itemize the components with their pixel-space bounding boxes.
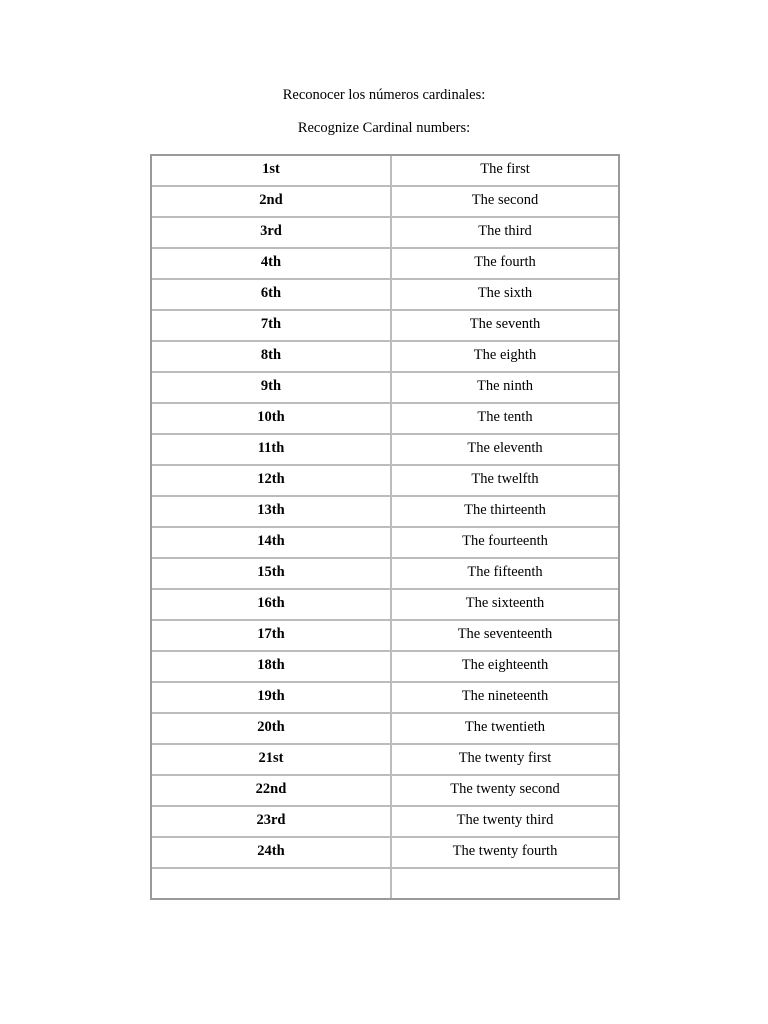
- table-row: [152, 528, 618, 559]
- page-title-english: Recognize Cardinal numbers:: [297, 120, 471, 136]
- ordinal-word-text: The fourteenth: [462, 533, 548, 549]
- ordinal-number-cell: [152, 187, 392, 218]
- table-row: [152, 280, 618, 311]
- table-row: [152, 497, 618, 528]
- ordinal-word-text: The thirteenth: [464, 502, 546, 518]
- ordinal-number-text: 21st: [258, 750, 284, 766]
- ordinal-word-cell: [392, 342, 618, 373]
- ordinal-word-text: The fifteenth: [467, 564, 543, 580]
- ordinal-number-text: 22nd: [255, 781, 287, 797]
- ordinal-number-cell: [152, 652, 392, 683]
- ordinal-word-text: The seventh: [469, 316, 541, 332]
- table-row: [152, 621, 618, 652]
- ordinal-word-cell: [392, 869, 618, 898]
- table-row: [152, 187, 618, 218]
- ordinal-number-cell: [152, 342, 392, 373]
- ordinal-number-cell: [152, 807, 392, 838]
- ordinal-number-text: 2nd: [259, 192, 283, 208]
- ordinal-number-cell: [152, 218, 392, 249]
- ordinal-word-text: The twenty first: [458, 750, 552, 766]
- ordinal-word-text: The first: [480, 161, 530, 177]
- ordinal-word-cell: [392, 838, 618, 869]
- ordinal-word-text: The second: [471, 192, 539, 208]
- ordinal-number-cell: [152, 280, 392, 311]
- ordinal-word-cell: [392, 621, 618, 652]
- table-row: [152, 404, 618, 435]
- ordinal-number-cell: [152, 466, 392, 497]
- ordinal-number-text: 16th: [257, 595, 285, 611]
- table-row: [152, 652, 618, 683]
- table-row: [152, 869, 618, 898]
- ordinal-number-text: 18th: [257, 657, 285, 673]
- ordinal-word-text: The tenth: [477, 409, 533, 425]
- table-row: [152, 807, 618, 838]
- table-row: [152, 218, 618, 249]
- page-title-spanish: Reconocer los números cardinales:: [282, 87, 486, 103]
- ordinal-number-text: 14th: [257, 533, 285, 549]
- ordinal-number-cell: [152, 745, 392, 776]
- ordinal-word-text: The sixth: [477, 285, 533, 301]
- ordinal-number-text: 20th: [257, 719, 285, 735]
- ordinal-word-text: The fourth: [474, 254, 536, 270]
- ordinal-word-cell: [392, 311, 618, 342]
- ordinal-number-text: 7th: [260, 316, 282, 332]
- ordinal-number-cell: [152, 373, 392, 404]
- ordinal-number-text: 4th: [260, 254, 282, 270]
- ordinal-word-cell: [392, 528, 618, 559]
- ordinal-word-cell: [392, 497, 618, 528]
- table-row: [152, 745, 618, 776]
- ordinal-word-cell: [392, 404, 618, 435]
- ordinal-number-cell: [152, 590, 392, 621]
- ordinal-word-cell: [392, 745, 618, 776]
- ordinal-number-cell: [152, 528, 392, 559]
- table-row: [152, 342, 618, 373]
- ordinal-number-text: 6th: [260, 285, 282, 301]
- ordinal-word-cell: [392, 714, 618, 745]
- ordinal-word-text: The twenty second: [450, 781, 560, 797]
- ordinal-word-cell: [392, 280, 618, 311]
- ordinal-number-cell: [152, 404, 392, 435]
- ordinal-number-cell: [152, 838, 392, 869]
- ordinal-number-cell: [152, 311, 392, 342]
- ordinal-number-text: 15th: [257, 564, 285, 580]
- ordinal-number-text: 13th: [257, 502, 285, 518]
- table-row: [152, 776, 618, 807]
- table-row: [152, 714, 618, 745]
- ordinal-word-text: The seventeenth: [457, 626, 553, 642]
- ordinal-number-text: 3rd: [260, 223, 282, 239]
- ordinal-number-cell: [152, 559, 392, 590]
- ordinal-word-text: The eighteenth: [461, 657, 549, 673]
- ordinal-number-text: 19th: [257, 688, 285, 704]
- ordinal-number-text: 12th: [257, 471, 285, 487]
- ordinal-number-cell: [152, 869, 392, 898]
- table-row: [152, 590, 618, 621]
- ordinal-word-cell: [392, 652, 618, 683]
- ordinal-word-text: The twentieth: [464, 719, 546, 735]
- table-row: [152, 311, 618, 342]
- ordinal-word-cell: [392, 559, 618, 590]
- ordinal-word-text: The ninth: [477, 378, 533, 394]
- ordinal-word-text: The sixteenth: [465, 595, 545, 611]
- table-row: [152, 156, 618, 187]
- ordinal-word-text: The twenty third: [456, 812, 554, 828]
- ordinal-numbers-table: [150, 154, 620, 900]
- ordinal-word-text: The twelfth: [471, 471, 539, 487]
- table-row: [152, 559, 618, 590]
- ordinal-number-text: 8th: [260, 347, 282, 363]
- ordinal-number-text: 1st: [262, 161, 280, 177]
- ordinal-word-cell: [392, 435, 618, 466]
- ordinal-word-text: The eleventh: [467, 440, 543, 456]
- ordinal-number-cell: [152, 156, 392, 187]
- ordinal-number-cell: [152, 776, 392, 807]
- ordinal-word-cell: [392, 218, 618, 249]
- ordinal-number-cell: [152, 497, 392, 528]
- ordinal-number-text: 17th: [257, 626, 285, 642]
- table-row: [152, 838, 618, 869]
- ordinal-word-text: The twenty fourth: [452, 843, 558, 859]
- ordinal-word-text: The nineteenth: [461, 688, 549, 704]
- ordinal-number-text: 9th: [260, 378, 282, 394]
- ordinal-word-text: The third: [478, 223, 532, 239]
- ordinal-word-cell: [392, 156, 618, 187]
- ordinal-number-cell: [152, 435, 392, 466]
- ordinal-word-text: The eighth: [473, 347, 537, 363]
- ordinal-word-cell: [392, 683, 618, 714]
- table-row: [152, 373, 618, 404]
- ordinal-number-text: 23rd: [256, 812, 286, 828]
- ordinal-number-text: 11th: [257, 440, 285, 456]
- ordinal-number-cell: [152, 621, 392, 652]
- ordinal-word-cell: [392, 807, 618, 838]
- ordinal-number-text: 10th: [257, 409, 285, 425]
- ordinal-word-cell: [392, 466, 618, 497]
- ordinal-number-text: 24th: [257, 843, 285, 859]
- ordinal-number-cell: [152, 249, 392, 280]
- table-body: [152, 156, 618, 898]
- ordinal-word-cell: [392, 373, 618, 404]
- table-row: [152, 249, 618, 280]
- ordinal-word-cell: [392, 590, 618, 621]
- ordinal-word-cell: [392, 187, 618, 218]
- table-row: [152, 466, 618, 497]
- table-row: [152, 683, 618, 714]
- ordinal-number-cell: [152, 683, 392, 714]
- ordinal-word-cell: [392, 776, 618, 807]
- ordinal-word-cell: [392, 249, 618, 280]
- ordinal-number-cell: [152, 714, 392, 745]
- table-row: [152, 435, 618, 466]
